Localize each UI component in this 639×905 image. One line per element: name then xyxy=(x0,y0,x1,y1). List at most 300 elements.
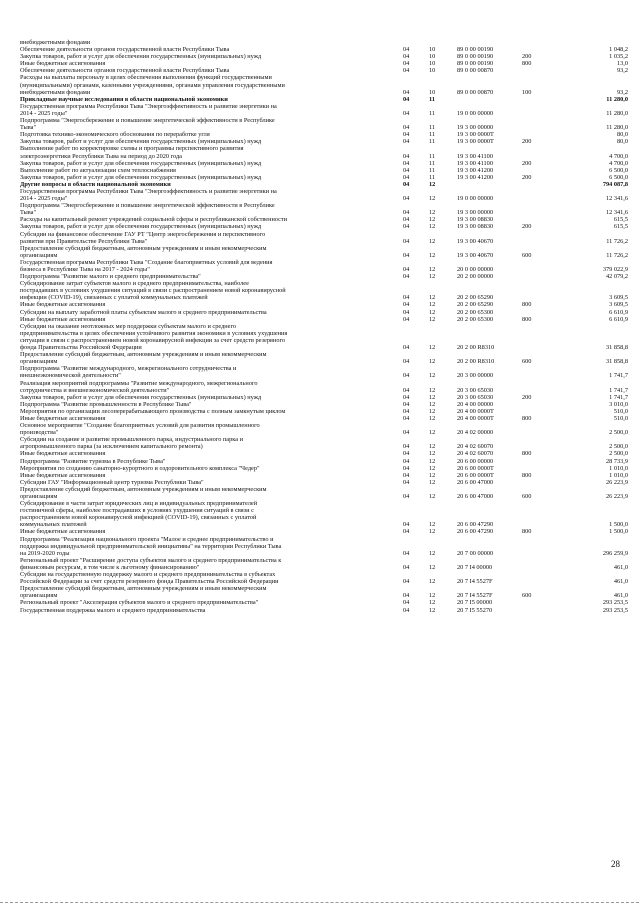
subsection-code: 12 xyxy=(429,301,436,309)
amount: 3 609,5 xyxy=(609,301,628,309)
table-row xyxy=(20,486,628,500)
amount: 1 741,7 xyxy=(609,372,628,380)
target-article-code: 20 6 00 00000 xyxy=(457,457,494,465)
target-article-code: 20 3 00 65030 xyxy=(457,386,494,394)
target-article-code: 19 3 00 0000Т xyxy=(457,131,494,139)
row-name: Мероприятия по организации лесоперерабатывающего производства с полным замкнутым циклом xyxy=(20,407,286,415)
amount: 1 500,0 xyxy=(609,521,628,529)
subsection-code: 12 xyxy=(429,372,436,380)
table-row xyxy=(20,500,628,528)
amount: 13,0 xyxy=(616,60,628,68)
row-name: Закупка товаров, работ и услуг для обеспечения государственных (муниципальных) нужд xyxy=(20,159,262,167)
table-row xyxy=(20,46,628,53)
row-name: Иные бюджетные ассигнования xyxy=(20,315,106,323)
row-name: Расходы на выплаты персоналу в целях обеспечения выполнения функций государственными (муниципальными) органами, казенными учреждениями, органами управления государственными внебюджетными фондами xyxy=(20,74,285,96)
table-row xyxy=(20,131,628,138)
section-code: 04 xyxy=(403,301,410,309)
target-article-code: 20 6 00 0000Т xyxy=(457,464,494,472)
row-name: Предоставление субсидий бюджетным, автономным учреждениям и иным некоммерческим организациям xyxy=(20,244,267,259)
amount: 615,5 xyxy=(613,223,628,231)
amount: 12 341,6 xyxy=(605,195,628,203)
row-name: Государственная программа Республики Тыва "Энергоэффективность и развитие энергетики на 2014 - 2025 годы" xyxy=(20,187,277,203)
section-code: 04 xyxy=(403,372,410,380)
subsection-code: 12 xyxy=(429,521,436,529)
section-code: 04 xyxy=(403,606,410,614)
table-row xyxy=(20,216,628,223)
table-row xyxy=(20,39,628,46)
amount: 293 253,5 xyxy=(602,599,628,607)
target-article-code: 19 3 00 08830 xyxy=(457,216,494,224)
section-code: 04 xyxy=(403,195,410,203)
table-row xyxy=(20,96,628,103)
subsection-code: 10 xyxy=(429,60,436,68)
row-name: Иные бюджетные ассигнования xyxy=(20,450,106,458)
table-row xyxy=(20,585,628,599)
section-code: 04 xyxy=(403,407,410,415)
amount: 461,0 xyxy=(613,578,628,586)
expense-type-code: 200 xyxy=(522,138,532,146)
section-code: 04 xyxy=(403,173,410,181)
target-article-code: 20 7 I5 00000 xyxy=(457,599,493,607)
target-article-code: 20 4 00 00000 xyxy=(457,400,494,408)
subsection-code: 12 xyxy=(429,464,436,472)
row-name: Предоставление субсидий бюджетным, автономным учреждениям и иным некоммерческим организациям xyxy=(20,485,267,500)
subsection-code: 12 xyxy=(429,358,436,366)
target-article-code: 20 7 I4 00000 xyxy=(457,563,493,571)
target-article-code: 19 3 00 0000Т xyxy=(457,138,494,146)
subsection-code: 12 xyxy=(429,237,436,245)
row-name: Закупка товаров, работ и услуг для обеспечения государственных (муниципальных) нужд xyxy=(20,393,262,401)
target-article-code: 20 0 00 00000 xyxy=(457,266,494,273)
subsection-code: 11 xyxy=(429,95,435,103)
subsection-code: 12 xyxy=(429,414,436,422)
table-row xyxy=(20,472,628,479)
subsection-code: 12 xyxy=(429,273,436,281)
section-code: 04 xyxy=(403,138,410,146)
subsection-code: 12 xyxy=(429,599,436,607)
row-name: Субсидирование в части затрат юридических лиц и индивидуальных предпринимателей гостиничной сферы, наиболее пострадавших в условиях ухудшения ситуаций в связи с распространением новой коронавирусной инфекцией (COVID-19), связанных с уплатой коммунальных платежей xyxy=(20,500,258,529)
table-row xyxy=(20,53,628,60)
section-code: 04 xyxy=(403,266,410,273)
table-row xyxy=(20,138,628,145)
section-code: 04 xyxy=(403,393,410,401)
row-name: Закупка товаров, работ и услуг для обеспечения государственных (муниципальных) нужд xyxy=(20,173,262,181)
expense-type-code: 800 xyxy=(522,60,532,68)
subsection-code: 12 xyxy=(429,443,436,451)
table-row xyxy=(20,422,628,436)
subsection-code: 11 xyxy=(429,152,436,160)
amount: 28 733,9 xyxy=(605,457,628,465)
section-code: 04 xyxy=(403,443,410,451)
amount: 6 500,0 xyxy=(609,166,628,174)
target-article-code: 20 2 00 00000 xyxy=(457,273,494,281)
expense-type-code: 200 xyxy=(522,173,532,181)
target-article-code: 20 4 02 60070 xyxy=(457,443,494,451)
table-row xyxy=(20,599,628,606)
section-code: 04 xyxy=(403,131,410,139)
section-code: 04 xyxy=(403,400,410,408)
table-row xyxy=(20,415,628,422)
subsection-code: 11 xyxy=(429,124,436,132)
section-code: 04 xyxy=(403,450,410,458)
subsection-code: 12 xyxy=(429,294,436,302)
row-name: Субсидии ГАУ "Информационный центр туризма Республики Тыва" xyxy=(20,478,204,486)
row-name: Выполнение работ по актуализации схем теплоснабжения xyxy=(20,166,176,174)
section-code: 04 xyxy=(403,386,410,394)
subsection-code: 12 xyxy=(429,308,436,316)
target-article-code: 20 7 00 00000 xyxy=(457,549,494,557)
row-name: Государственная поддержка малого и среднего предпринимательства xyxy=(20,606,206,614)
section-code: 04 xyxy=(403,563,410,571)
target-article-code: 20 2 00 65300 xyxy=(457,308,494,316)
target-article-code: 19 0 00 00000 xyxy=(457,195,494,203)
target-article-code: 19 3 00 00000 xyxy=(457,209,494,217)
row-name: Подпрограмма "Энергосбережение и повышение энергетической эффективности в Республике Тыва" xyxy=(20,202,275,217)
row-name: Подпрограмма "Развитие туризма в Республике Тыва" xyxy=(20,457,166,465)
table-row xyxy=(20,273,628,280)
target-article-code: 20 6 00 47290 xyxy=(457,521,494,529)
amount: 11 280,0 xyxy=(606,109,628,117)
table-row xyxy=(20,465,628,472)
subsection-code: 12 xyxy=(429,209,436,217)
row-name: Подпрограмма "Энергосбережение и повышение энергетической эффективности в Республике Тыва" xyxy=(20,117,275,132)
subsection-code: 10 xyxy=(429,53,436,61)
amount: 296 259,9 xyxy=(602,549,628,557)
amount: 11 726,2 xyxy=(606,237,628,245)
amount: 31 858,8 xyxy=(605,358,628,366)
section-code: 04 xyxy=(403,493,410,500)
section-code: 04 xyxy=(403,294,410,302)
subsection-code: 12 xyxy=(429,450,436,458)
table-row xyxy=(20,450,628,457)
amount: 615,5 xyxy=(613,216,628,224)
expense-type-code: 200 xyxy=(522,223,532,231)
amount: 510,0 xyxy=(613,407,628,415)
target-article-code: 19 3 00 08830 xyxy=(457,223,494,231)
amount: 6 610,9 xyxy=(609,315,628,323)
target-article-code: 20 2 00 65300 xyxy=(457,315,494,323)
subsection-code: 10 xyxy=(429,46,436,54)
row-name: Прикладные научные исследования в области национальной экономики xyxy=(20,95,228,103)
section-code: 04 xyxy=(403,223,410,231)
subsection-code: 11 xyxy=(429,166,436,174)
amount: 2 500,0 xyxy=(609,450,628,458)
section-code: 04 xyxy=(403,251,410,259)
expense-type-code: 800 xyxy=(522,450,532,458)
amount: 461,0 xyxy=(613,592,628,600)
row-name: Закупка товаров, работ и услуг для обеспечения государственных (муниципальных) нужд xyxy=(20,223,262,231)
target-article-code: 19 3 00 40670 xyxy=(457,251,494,259)
table-row xyxy=(20,67,628,74)
subsection-code: 12 xyxy=(429,251,436,259)
target-article-code: 20 4 00 0000Т xyxy=(457,414,494,422)
row-name: Основное мероприятие "Создание благоприятных условий для развития промышленного производства" xyxy=(20,422,260,437)
subsection-code: 12 xyxy=(429,528,436,536)
amount: 26 223,9 xyxy=(605,493,628,500)
section-code: 04 xyxy=(403,88,410,96)
expense-type-code: 600 xyxy=(522,493,532,500)
section-code: 04 xyxy=(403,344,410,352)
subsection-code: 12 xyxy=(429,216,436,224)
section-code: 04 xyxy=(403,429,410,437)
amount: 1 741,7 xyxy=(609,386,628,394)
section-code: 04 xyxy=(403,216,410,224)
target-article-code: 89 0 00 00190 xyxy=(457,60,494,68)
row-name: Иные бюджетные ассигнования xyxy=(20,301,106,309)
subsection-code: 12 xyxy=(429,223,436,231)
subsection-code: 12 xyxy=(429,407,436,415)
section-code: 04 xyxy=(403,46,410,54)
amount: 12 341,6 xyxy=(605,209,628,217)
amount: 93,2 xyxy=(616,88,628,96)
subsection-code: 11 xyxy=(429,173,436,181)
row-name: Субсидирование затрат субъектов малого и среднего предпринимательства, наиболее пострадавших в условиях ухудшения ситуаций в связи с распространением новой коронавирусной инфекции (COVID-19), связанных с уплатой коммунальных платежей xyxy=(20,280,286,302)
amount: 379 022,9 xyxy=(602,266,628,273)
amount: 1 500,0 xyxy=(609,528,628,536)
subsection-code: 12 xyxy=(429,393,436,401)
table-row xyxy=(20,479,628,486)
table-row xyxy=(20,536,628,557)
table-row xyxy=(20,380,628,394)
table-row xyxy=(20,309,628,316)
section-code: 04 xyxy=(403,273,410,281)
row-name: Предоставление субсидий бюджетным, автономным учреждениям и иным некоммерческим организациям xyxy=(20,585,267,600)
target-article-code: 20 2 00 R8310 xyxy=(457,344,495,352)
expense-type-code: 600 xyxy=(522,358,532,366)
subsection-code: 12 xyxy=(429,315,436,323)
table-row xyxy=(20,571,628,585)
expense-type-code: 800 xyxy=(522,528,532,536)
section-code: 04 xyxy=(403,109,410,117)
table-row xyxy=(20,401,628,408)
row-name: Субсидии на создание и развитие промышленного парка, индустриального парка и агропромышленного парка (за исключением капитального ремонта) xyxy=(20,436,243,451)
target-article-code: 20 6 00 0000Т xyxy=(457,471,494,479)
section-code: 04 xyxy=(403,549,410,557)
section-code: 04 xyxy=(403,67,410,75)
row-name: Субсидия на государственную поддержку малого и среднего предпринимательства в субъектах Российской Федерации за счет средств резервного фонда Правительства Российской Федерации xyxy=(20,571,279,586)
row-name: Подпрограмма "Реализация национального проекта "Малое и среднее предпринимательство и поддержка индивидуальной предпринимательской инициативы" на территории Республики Тыва на 2019-2020 годы xyxy=(20,535,282,557)
section-code: 04 xyxy=(403,457,410,465)
subsection-code: 12 xyxy=(429,195,436,203)
amount: 1 010,0 xyxy=(609,471,628,479)
subsection-code: 12 xyxy=(429,563,436,571)
table-row xyxy=(20,202,628,216)
page-number: 28 xyxy=(611,859,620,869)
subsection-code: 12 xyxy=(429,180,436,188)
table-row xyxy=(20,280,628,301)
section-code: 04 xyxy=(403,599,410,607)
section-code: 04 xyxy=(403,180,410,188)
amount: 4 700,0 xyxy=(609,159,628,167)
target-article-code: 20 6 00 47000 xyxy=(457,493,494,500)
target-article-code: 20 3 00 00000 xyxy=(457,372,494,380)
amount: 461,0 xyxy=(613,563,628,571)
table-row xyxy=(20,188,628,202)
subsection-code: 12 xyxy=(429,606,436,614)
bottom-divider xyxy=(0,902,639,903)
amount: 794 087,8 xyxy=(602,180,628,188)
row-name: Субсидии на финансовое обеспечение ГАУ РТ "Центр энергосбережения и перспективного развития при Правительстве Республики Тыва" xyxy=(20,230,266,245)
section-code: 04 xyxy=(403,124,410,132)
amount: 2 500,0 xyxy=(609,429,628,437)
row-name: Государственная программа Республики Тыва "Создание благоприятных условий для ведения бизнеса в Республике Тыва на 2017 - 2024 годы" xyxy=(20,258,273,273)
table-row xyxy=(20,174,628,181)
section-code: 04 xyxy=(403,209,410,217)
amount: 42 079,2 xyxy=(605,273,628,281)
target-article-code: 19 3 00 00000 xyxy=(457,124,494,132)
table-row xyxy=(20,394,628,401)
subsection-code: 12 xyxy=(429,549,436,557)
section-code: 04 xyxy=(403,308,410,316)
section-code: 04 xyxy=(403,592,410,600)
expense-type-code: 800 xyxy=(522,315,532,323)
subsection-code: 12 xyxy=(429,592,436,600)
subsection-code: 12 xyxy=(429,471,436,479)
amount: 3 609,5 xyxy=(609,294,628,302)
section-code: 04 xyxy=(403,237,410,245)
section-code: 04 xyxy=(403,159,410,167)
subsection-code: 12 xyxy=(429,493,436,500)
table-row xyxy=(20,607,628,614)
row-name: Обеспечение деятельности органов государственной власти Республики Тыва xyxy=(20,67,230,75)
subsection-code: 10 xyxy=(429,67,436,75)
subsection-code: 12 xyxy=(429,400,436,408)
budget-table xyxy=(20,39,628,614)
section-code: 04 xyxy=(403,464,410,472)
target-article-code: 19 3 00 41200 xyxy=(457,173,494,181)
target-article-code: 20 2 00 65290 xyxy=(457,301,494,309)
amount: 80,0 xyxy=(616,138,628,146)
target-article-code: 19 3 00 40670 xyxy=(457,237,494,245)
target-article-code: 89 0 00 00870 xyxy=(457,88,494,96)
table-row xyxy=(20,74,628,95)
table-row xyxy=(20,458,628,465)
row-name: Выполнение работ по корректировке схемы и программы перспективного развития электроэнергетики Республики Тыва на период до 2020 года xyxy=(20,145,244,160)
target-article-code: 19 3 00 41100 xyxy=(457,152,493,160)
section-code: 04 xyxy=(403,166,410,174)
target-article-code: 20 7 I5 55270 xyxy=(457,606,493,614)
target-article-code: 19 0 00 00000 xyxy=(457,109,494,117)
amount: 6 500,0 xyxy=(609,173,628,181)
amount: 510,0 xyxy=(613,414,628,422)
subsection-code: 12 xyxy=(429,478,436,486)
table-row xyxy=(20,231,628,245)
table-row xyxy=(20,167,628,174)
table-row xyxy=(20,117,628,131)
subsection-code: 11 xyxy=(429,159,436,167)
target-article-code: 20 4 02 00000 xyxy=(457,429,494,437)
expense-type-code: 600 xyxy=(522,592,532,600)
row-name: Расходы на капитальный ремонт учреждений социальной сферы и республиканской собственности xyxy=(20,216,288,224)
target-article-code: 20 6 00 47290 xyxy=(457,528,494,536)
expense-type-code: 800 xyxy=(522,301,532,309)
target-article-code: 89 0 00 00190 xyxy=(457,53,494,61)
section-code: 04 xyxy=(403,471,410,479)
amount: 11 280,0 xyxy=(606,124,628,132)
row-name: Подпрограмма "Развитие промышленности в Республике Тыва" xyxy=(20,400,192,408)
expense-type-code: 200 xyxy=(522,159,532,167)
target-article-code: 89 0 00 00190 xyxy=(457,46,494,54)
subsection-code: 10 xyxy=(429,88,436,96)
amount: 2 500,0 xyxy=(609,443,628,451)
amount: 3 010,0 xyxy=(609,400,628,408)
row-name: Обеспечение деятельности органов государственной власти Республики Тыва xyxy=(20,46,230,54)
row-name: Закупка товаров, работ и услуг для обеспечения государственных (муниципальных) нужд xyxy=(20,53,262,61)
subsection-code: 11 xyxy=(429,138,436,146)
amount: 93,2 xyxy=(616,67,628,75)
amount: 1 741,7 xyxy=(609,393,628,401)
row-name: Иные бюджетные ассигнования xyxy=(20,471,106,479)
section-code: 04 xyxy=(403,95,410,103)
row-name: Подпрограмма "Развитие международного, межрегионального сотрудничества и внешнеэкономической деятельности" xyxy=(20,365,237,380)
amount: 1 035,2 xyxy=(609,53,628,61)
expense-type-code: 800 xyxy=(522,414,532,422)
table-row xyxy=(20,365,628,379)
section-code: 04 xyxy=(403,521,410,529)
table-row xyxy=(20,145,628,159)
amount: 1 048,2 xyxy=(609,46,628,54)
amount: 293 253,5 xyxy=(602,606,628,614)
target-article-code: 19 3 00 41200 xyxy=(457,166,494,174)
row-name: внебюджетными фондами xyxy=(20,39,91,46)
row-name: Закупка товаров, работ и услуг для обеспечения государственных (муниципальных) нужд xyxy=(20,138,262,146)
row-name: Субсидии на оказание неотложных мер поддержки субъектам малого и среднего предпринимательства в целях обеспечения устойчивого развития экономики в условиях ухудшения ситуации в связи с распространением новой коронавирусной инфекции за счет средств резервного фонда Правительства Российской Федерации xyxy=(20,322,288,352)
table-row xyxy=(20,245,628,259)
section-code: 04 xyxy=(403,152,410,160)
subsection-code: 12 xyxy=(429,386,436,394)
subsection-code: 12 xyxy=(429,266,436,273)
target-article-code: 20 2 00 R8310 xyxy=(457,358,495,366)
subsection-code: 12 xyxy=(429,429,436,437)
table-row xyxy=(20,259,628,273)
expense-type-code: 100 xyxy=(522,88,532,96)
row-name: Мероприятия по созданию санаторно-курортного и оздоровительного комплекса "Чедер" xyxy=(20,464,260,472)
row-name: Предоставление субсидий бюджетным, автономным учреждениям и иным некоммерческим организациям xyxy=(20,351,267,366)
row-name: Региональный проект "Акселерация субъектов малого и среднего предпринимательства" xyxy=(20,599,259,607)
row-name: Реализация мероприятий подпрограммы "Развитие международного, межрегионального сотрудничества и внешнеэкономической деятельности" xyxy=(20,379,258,394)
section-code: 04 xyxy=(403,578,410,586)
subsection-code: 11 xyxy=(429,109,436,117)
subsection-code: 12 xyxy=(429,457,436,465)
target-article-code: 20 7 I4 5527F xyxy=(457,578,493,586)
section-code: 04 xyxy=(403,528,410,536)
row-name: Подготовка технико-экономического обоснования по переработке угля xyxy=(20,131,210,139)
target-article-code: 20 2 00 65290 xyxy=(457,294,494,302)
target-article-code: 20 3 00 65030 xyxy=(457,393,494,401)
row-name: Другие вопросы в области национальной экономики xyxy=(20,180,171,188)
table-row xyxy=(20,323,628,351)
table-row xyxy=(20,351,628,365)
table-row xyxy=(20,408,628,415)
table-row xyxy=(20,528,628,535)
row-name: Подпрограмма "Развитие малого и среднего предпринимательства" xyxy=(20,273,201,281)
table-row xyxy=(20,301,628,308)
expense-type-code: 200 xyxy=(522,53,532,61)
table-row xyxy=(20,103,628,117)
row-name: Субсидии на выплату заработной платы субъектам малого и среднего предпринимательства xyxy=(20,308,267,316)
subsection-code: 12 xyxy=(429,344,436,352)
amount: 31 858,8 xyxy=(605,344,628,352)
amount: 11 726,2 xyxy=(606,251,628,259)
target-article-code: 20 4 02 60070 xyxy=(457,450,494,458)
section-code: 04 xyxy=(403,60,410,68)
target-article-code: 20 7 I4 5527F xyxy=(457,592,493,600)
expense-type-code: 600 xyxy=(522,251,532,259)
row-name: Иные бюджетные ассигнования xyxy=(20,528,106,536)
expense-type-code: 800 xyxy=(522,471,532,479)
table-row xyxy=(20,60,628,67)
row-name: Государственная программа Республики Тыва "Энергоэффективность и развитие энергетики на 2014 - 2025 годы" xyxy=(20,102,277,117)
